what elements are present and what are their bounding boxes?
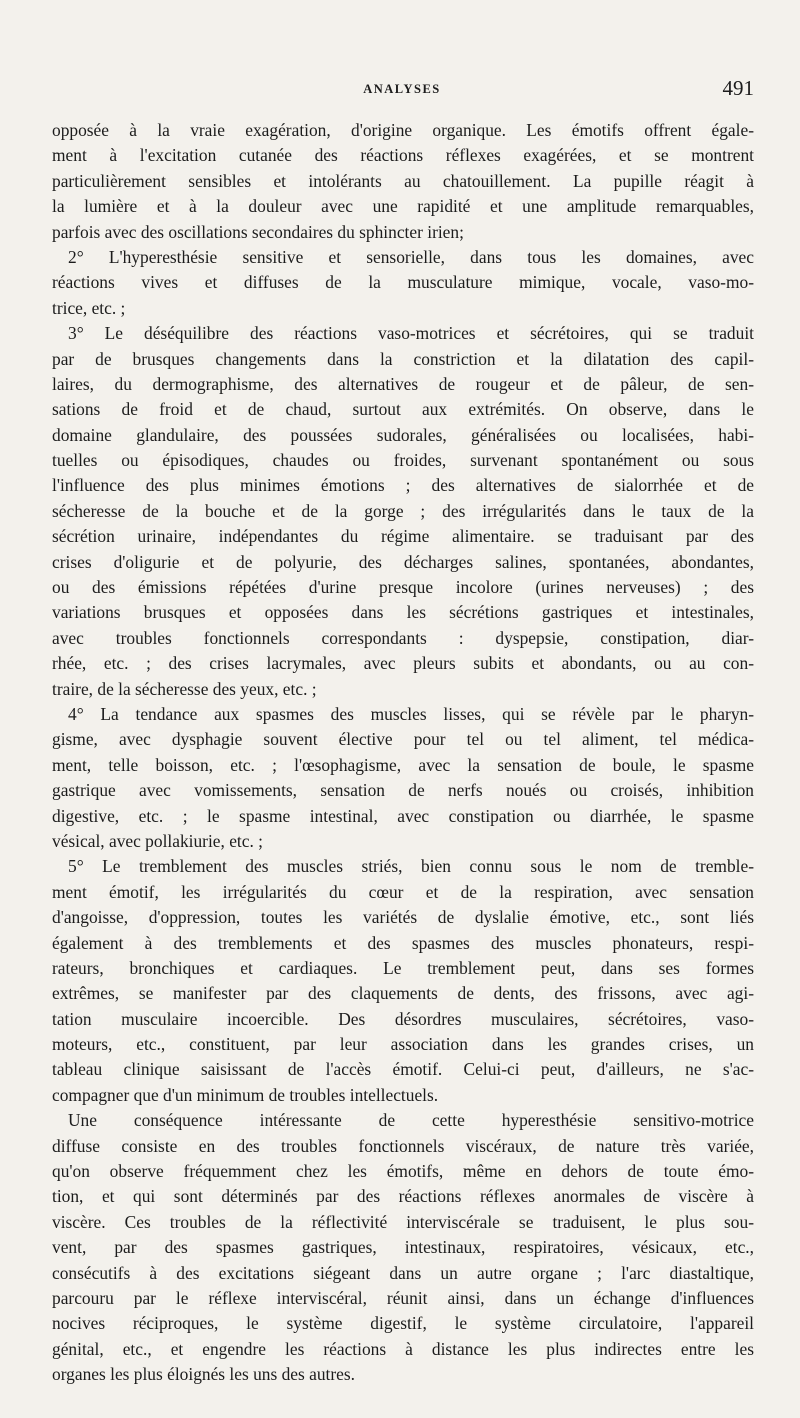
text-line: vent, par des spasmes gastriques, intestinaux, respiratoires, vésicaux, etc., xyxy=(52,1237,754,1258)
text-line: laires, du dermographisme, des alternatives de rougeur et de pâleur, de sen- xyxy=(52,373,754,394)
text-line: crises d'oligurie et de polyurie, des décharges salines, spontanées, abondantes, xyxy=(52,551,754,572)
text-line: ou des émissions répétées d'urine presque incolore (urines nerveuses) ; des xyxy=(52,577,754,598)
text-line: consécutifs à des excitations siégeant dans un autre organe ; l'arc diastaltique, xyxy=(52,1262,754,1283)
text-line: avec troubles fonctionnels correspondants : dyspepsie, constipation, diar- xyxy=(52,627,754,648)
text-line: parfois avec des oscillations secondaires du sphincter irien; xyxy=(52,221,464,242)
text-line: la lumière et à la douleur avec une rapidité et une amplitude remarquables, xyxy=(52,196,754,217)
text-line: moteurs, etc., constituent, par leur association dans les grandes crises, un xyxy=(52,1034,754,1055)
text-line: sécrétion urinaire, indépendantes du régime alimentaire. se traduisant par des xyxy=(52,526,754,547)
text-line: l'influence des plus minimes émotions ; des alternatives de sialorrhée et de xyxy=(52,475,754,496)
text-line: opposée à la vraie exagération, d'origine organique. Les émotifs offrent égale- xyxy=(52,120,754,140)
text-line: réactions vives et diffuses de la musculature mimique, vocale, vaso-mo- xyxy=(52,272,754,293)
text-line: 4° La tendance aux spasmes des muscles lisses, qui se révèle par le pharyn- xyxy=(68,703,754,724)
text-line: sations de froid et de chaud, surtout aux extrémités. On observe, dans le xyxy=(52,399,754,420)
text-line: particulièrement sensibles et intolérants au chatouillement. La pupille réagit à xyxy=(52,170,754,191)
text-line: génital, etc., et engendre les réactions à distance les plus indirectes entre les xyxy=(52,1338,754,1359)
text-line: tableau clinique saisissant de l'accès émotif. Celui-ci peut, d'ailleurs, ne s'ac- xyxy=(52,1059,754,1080)
text-line: sécheresse de la bouche et de la gorge ; des irrégularités dans le taux de la xyxy=(52,500,754,521)
text-line: tuelles ou épisodiques, chaudes ou froides, survenant spontanément ou sous xyxy=(52,450,754,471)
text-line: 5° Le tremblement des muscles striés, bien connu sous le nom de tremble- xyxy=(68,856,754,877)
text-line: gastrique avec vomissements, sensation de nerfs noués ou croisés, inhibition xyxy=(52,780,754,801)
text-line: Une conséquence intéressante de cette hyperesthésie sensitivo-motrice xyxy=(68,1110,754,1131)
text-line: gisme, avec dysphagie souvent élective pour tel ou tel aliment, tel médica- xyxy=(52,729,754,750)
page-number: 491 xyxy=(722,76,754,100)
text-line: parcouru par le réflexe interviscéral, réunit ainsi, dans un échange d'influences xyxy=(52,1287,754,1308)
text-line: compagner que d'un minimum de troubles intellectuels. xyxy=(52,1084,439,1105)
text-line: 2° L'hyperesthésie sensitive et sensorielle, dans tous les domaines, avec xyxy=(68,246,754,267)
text-line: qu'on observe fréquemment chez les émotifs, même en dehors de toute émo- xyxy=(52,1161,754,1182)
text-line: également à des tremblements et des spasmes des muscles phonateurs, respi- xyxy=(52,932,754,953)
text-line: organes les plus éloignés les uns des autres. xyxy=(52,1364,355,1385)
text-line: ment à l'excitation cutanée des réactions réflexes exagérées, et se montrent xyxy=(52,145,754,166)
text-line: 3° Le déséquilibre des réactions vaso-motrices et sécrétoires, qui se traduit xyxy=(68,323,754,344)
text-line: ment émotif, les irrégularités du cœur et de la respiration, avec sensation xyxy=(52,881,754,902)
text-line: vésical, avec pollakiurie, etc. ; xyxy=(52,830,264,851)
text-line: tation musculaire incoercible. Des désordres musculaires, sécrétoires, vaso- xyxy=(52,1008,754,1029)
text-line: diffuse consiste en des troubles fonctionnels viscéraux, de nature très variée, xyxy=(52,1135,754,1156)
text-line: par de brusques changements dans la constriction et la dilatation des capil- xyxy=(52,348,754,369)
text-line: rhée, etc. ; des crises lacrymales, avec pleurs subits et abondants, ou au con- xyxy=(52,653,754,674)
running-head xyxy=(52,76,754,104)
text-line: traire, de la sécheresse des yeux, etc. ; xyxy=(52,678,317,699)
running-title: ANALYSES xyxy=(363,82,441,96)
text-line: trice, etc. ; xyxy=(52,297,126,318)
text-line: domaine glandulaire, des poussées sudorales, généralisées ou localisées, habi- xyxy=(52,424,754,445)
text-line: d'angoisse, d'oppression, toutes les variétés de dyslalie émotive, etc., sont liés xyxy=(52,907,754,928)
text-line: viscère. Ces troubles de la réflectivité interviscérale se traduisent, le plus sou- xyxy=(52,1211,754,1232)
text-line: nocives réciproques, le système digestif, le système circulatoire, l'appareil xyxy=(52,1313,754,1334)
text-line: extrêmes, se manifester par des claquements de dents, des frissons, avec agi- xyxy=(52,983,754,1004)
text-line: digestive, etc. ; le spasme intestinal, avec constipation ou diarrhée, le spasme xyxy=(52,805,754,826)
text-line: ment, telle boisson, etc. ; l'œsophagisme, avec la sensation de boule, le spasme xyxy=(52,754,754,775)
text-line: rateurs, bronchiques et cardiaques. Le tremblement peut, dans ses formes xyxy=(52,957,754,978)
body-text xyxy=(52,118,754,1388)
text-line: variations brusques et opposées dans les sécrétions gastriques et intestinales, xyxy=(52,602,754,623)
text-line: tion, et qui sont déterminés par des réactions réflexes anormales de viscère à xyxy=(52,1186,754,1207)
